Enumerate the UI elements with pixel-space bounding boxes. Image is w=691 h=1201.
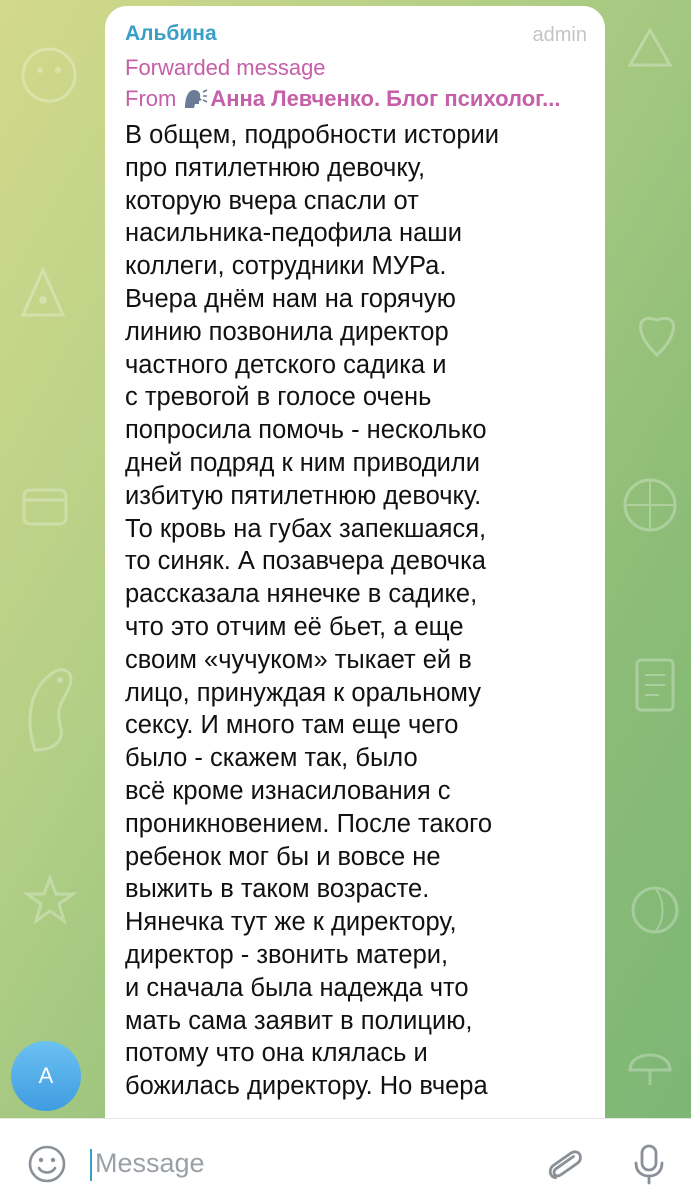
doodle-icon: [14, 40, 84, 110]
message-text-line: божилась директору. Но вчера: [125, 1072, 488, 1101]
message-text-line: было - скажем так, было: [125, 744, 418, 773]
avatar-initial: A: [38, 1063, 54, 1088]
microphone-icon[interactable]: [627, 1141, 671, 1187]
avatar[interactable]: [11, 1041, 81, 1111]
message-composer: [0, 1118, 691, 1201]
forwarded-label: Forwarded message: [125, 55, 326, 80]
message-text-line: и сначала была надежда что: [125, 973, 469, 1002]
doodle-icon: [620, 20, 680, 80]
message-text-line: рассказала нянечке в садике,: [125, 580, 478, 609]
text-cursor: [90, 1149, 92, 1181]
message-text-line: частного детского садика и: [125, 350, 447, 379]
forwarded-from[interactable]: [125, 86, 597, 116]
message-text-line: дней подряд к ним приводили: [125, 448, 480, 477]
message-text-line: своим «чучуком» тыкает ей в: [125, 645, 472, 674]
message-text: [125, 119, 600, 1103]
message-text-line: Нянечка тут же к директору,: [125, 908, 457, 937]
doodle-icon: [15, 650, 90, 760]
message-text-line: что это отчим её бьет, а еще: [125, 612, 464, 641]
message-text-line: выжить в таком возрасте.: [125, 875, 430, 904]
doodle-icon: [630, 300, 685, 360]
message-text-line: Вчера днём нам на горячую: [125, 284, 456, 313]
message-text-line: То кровь на губах запекшаяся,: [125, 514, 487, 543]
paperclip-icon[interactable]: [541, 1141, 587, 1187]
speaking-head-icon: [182, 86, 208, 116]
doodle-icon: [625, 880, 685, 940]
message-text-line: проникновением. После такого: [125, 809, 493, 838]
message-text-line: избитую пятилетнюю девочку.: [125, 481, 482, 510]
message-text-line: сексу. И много там еще чего: [125, 711, 459, 740]
smiley-icon[interactable]: [27, 1144, 67, 1184]
message-text-line: потому что она клялась и: [125, 1039, 428, 1068]
message-text-line: директор - звонить матери,: [125, 940, 449, 969]
from-label: From: [125, 86, 177, 111]
doodle-icon: [615, 470, 685, 540]
sender-name[interactable]: Альбина: [125, 22, 217, 45]
message-input[interactable]: [95, 1143, 495, 1183]
doodle-icon: [625, 650, 685, 720]
source-channel-name[interactable]: Анна Левченко. Блог психолог...: [210, 86, 561, 111]
message-text-line: лицо, принуждая к оральному: [125, 678, 481, 707]
message-text-line: про пятилетнюю девочку,: [125, 153, 426, 182]
message-text-line: насильника-педофила наши: [125, 219, 462, 248]
message-bubble[interactable]: [105, 6, 605, 1146]
message-text-line: попросила помочь - несколько: [125, 416, 487, 445]
doodle-icon: [620, 1030, 680, 1090]
message-text-line: с тревогой в голосе очень: [125, 383, 432, 412]
doodle-icon: [20, 870, 80, 930]
sender-role-badge: admin: [532, 24, 587, 46]
message-text-line: линию позвонила директор: [125, 317, 449, 346]
doodle-icon: [10, 470, 80, 540]
message-text-line: В общем, подробности истории: [125, 121, 499, 149]
message-text-line: которую вчера спасли от: [125, 186, 419, 215]
message-text-line: мать сама заявит в полицию,: [125, 1006, 473, 1035]
message-text-line: всё кроме изнасилования с: [125, 776, 451, 805]
doodle-icon: [8, 260, 78, 330]
message-text-line: коллеги, сотрудники МУРа.: [125, 252, 447, 281]
message-text-line: то синяк. А позавчера девочка: [125, 547, 486, 576]
message-text-line: ребенок мог бы и вовсе не: [125, 842, 441, 871]
